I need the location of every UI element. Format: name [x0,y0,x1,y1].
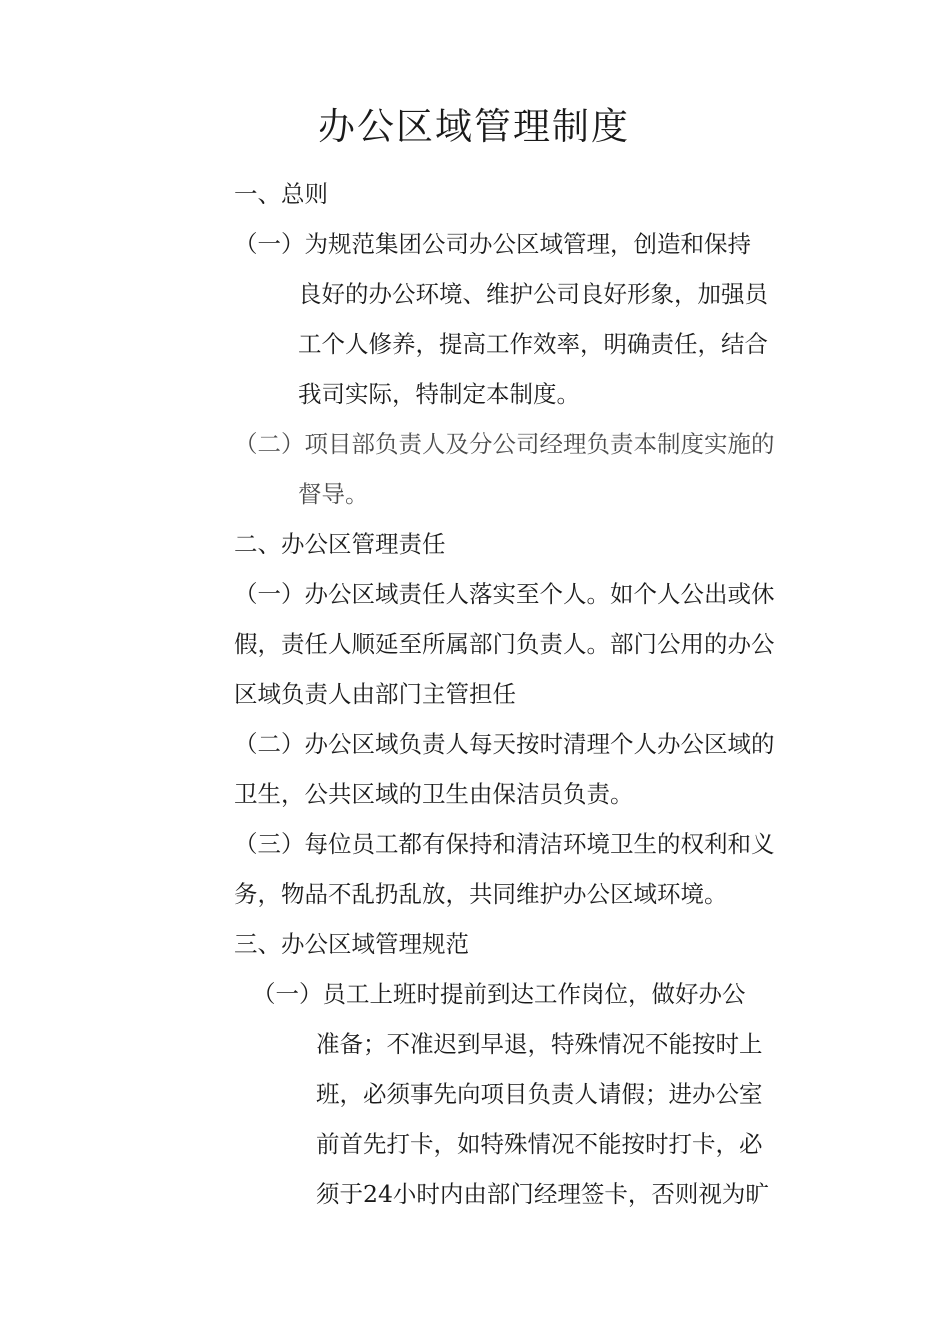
paragraph-line: 务，物品不乱扔乱放，共同维护办公区域环境。 [234,880,728,908]
paragraph-line: （三）每位员工都有保持和清洁环境卫生的权利和义 [234,830,775,858]
paragraph-line: 卫生，公共区域的卫生由保洁员负责。 [234,780,634,808]
paragraph-line: 前首先打卡，如特殊情况不能按时打卡，必 [316,1130,763,1158]
paragraph-line: 良好的办公环境、维护公司良好形象，加强员 [298,280,768,308]
paragraph-line: 准备；不准迟到早退，特殊情况不能按时上 [316,1030,763,1058]
paragraph-line: 须于24小时内由部门经理签卡，否则视为旷 [316,1180,769,1208]
paragraph-line: 班，必须事先向项目负责人请假；进办公室 [316,1080,763,1108]
paragraph-line: （二）办公区域负责人每天按时清理个人办公区域的 [234,730,775,758]
paragraph-line: （一）员工上班时提前到达工作岗位，做好办公 [252,980,746,1008]
section-heading-general: 一、总则 [234,180,328,208]
section-heading-responsibility: 二、办公区管理责任 [234,530,446,558]
paragraph-line: 工个人修养，提高工作效率，明确责任，结合 [298,330,768,358]
paragraph-line: （二）项目部负责人及分公司经理负责本制度实施的 [234,430,775,458]
paragraph-line: （一）办公区域责任人落实至个人。如个人公出或休 [234,580,775,608]
section-heading-standards: 三、办公区域管理规范 [234,930,469,958]
paragraph-line: 区域负责人由部门主管担任 [234,680,516,708]
paragraph-line: 督导。 [298,480,369,508]
paragraph-line: 假，责任人顺延至所属部门负责人。部门公用的办公 [234,630,775,658]
document-title: 办公区域管理制度 [318,105,630,148]
paragraph-line: （一）为规范集团公司办公区域管理，创造和保持 [234,230,751,258]
paragraph-line: 我司实际，特制定本制度。 [298,380,580,408]
